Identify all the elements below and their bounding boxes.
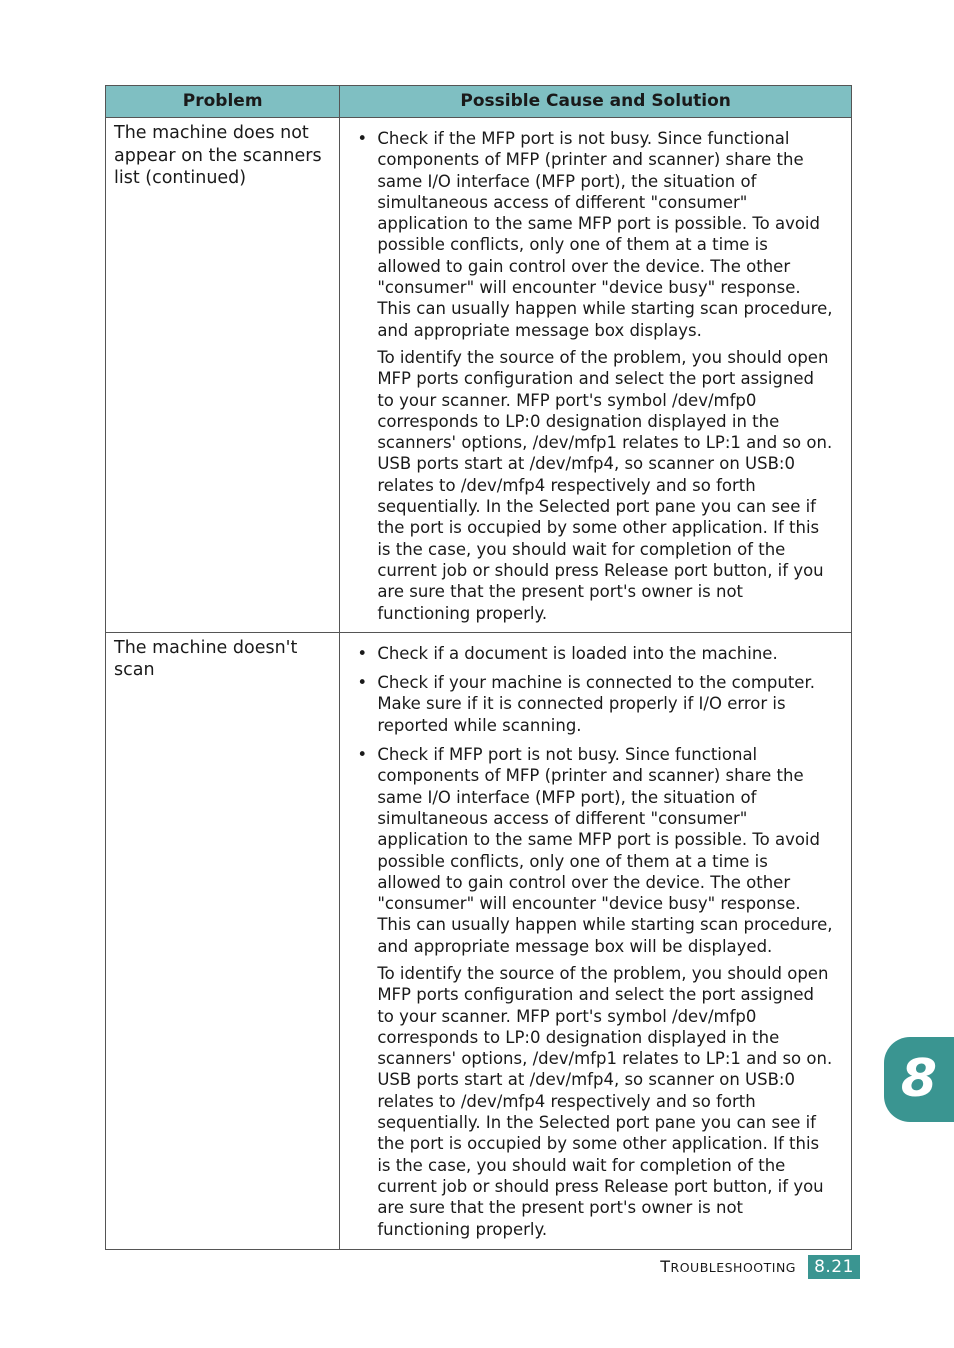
- chapter-tab: [884, 1037, 954, 1122]
- page-number: 8.21: [808, 1255, 860, 1279]
- table-header-row: [106, 86, 852, 118]
- solution-paragraph: To identify the source of the problem, you should open MFP ports configuration and select the port assigned to your scanner. MFP port's symbol /dev/mfp0 corresponds to LP:0 designation displayed in the scanners' options, /dev/mfp1 relates to LP:1 and so on. USB ports start at /dev/mfp4, so scanner on USB:0 relates to /dev/mfp4 respectively and so forth sequentially. In the Selected port pane you can see if the port is occupied by some other application. If this is the case, you should wait for completion of the current job or should press Release port button, if you are sure that the present port's owner is not functioning properly.: [377, 963, 833, 1239]
- table-row: [106, 632, 852, 1249]
- section-title-rest: ROUBLESHOOTING: [670, 1260, 796, 1275]
- bullet-icon: •: [357, 129, 368, 148]
- solution-paragraph: Check if a document is loaded into the machine.: [377, 643, 778, 663]
- bullet-icon: •: [357, 673, 368, 693]
- list-item: [355, 128, 833, 624]
- column-header-problem: Problem: [106, 86, 340, 118]
- list-item: [355, 643, 833, 664]
- solution-cell: [340, 118, 852, 633]
- solution-paragraph: Check if your machine is connected to the computer. Make sure if it is connected properly if I/O error is reported while scanning.: [377, 673, 815, 735]
- solution-paragraph: Check if the MFP port is not busy. Since functional components of MFP (printer and scanner) share the same I/O interface (MFP port), the situation of simultaneous access of different "consumer" application to the same MFP port is possible. To avoid possible conflicts, only one of them at a time is allowed to gain control over the device. The other "consumer" will encounter "device busy" response. This can usually happen while starting scan procedure, and appropriate message box displays.: [377, 129, 833, 340]
- section-title: [660, 1257, 796, 1276]
- column-header-solution: Possible Cause and Solution: [340, 86, 852, 118]
- troubleshooting-table: [105, 85, 852, 1250]
- problem-cell: The machine doesn't scan: [106, 632, 340, 1249]
- solution-paragraph: Check if MFP port is not busy. Since functional components of MFP (printer and scanner) share the same I/O interface (MFP port), the situation of simultaneous access of different "consumer" application to the same MFP port is possible. To avoid possible conflicts, only one of them at a time is allowed to gain control over the device. The other "consumer" will encounter "device busy" response. This can usually happen while starting scan procedure, and appropriate message box will be displayed.: [377, 745, 833, 956]
- solution-paragraph: To identify the source of the problem, you should open MFP ports configuration and select the port assigned to your scanner. MFP port's symbol /dev/mfp0 corresponds to LP:0 designation displayed in the scanners' options, /dev/mfp1 relates to LP:1 and so on. USB ports start at /dev/mfp4, so scanner on USB:0 relates to /dev/mfp4 respectively and so forth sequentially. In the Selected port pane you can see if the port is occupied by some other application. If this is the case, you should wait for completion of the current job or should press Release port button, if you are sure that the present port's owner is not functioning properly.: [377, 347, 833, 623]
- list-item: [355, 744, 833, 1240]
- list-item: [355, 672, 833, 736]
- solution-list: [355, 128, 833, 624]
- solution-cell: [340, 632, 852, 1249]
- section-title-initial: T: [660, 1257, 671, 1276]
- problem-cell: The machine does not appear on the scanners list (continued): [106, 118, 340, 633]
- bullet-icon: •: [357, 745, 368, 765]
- chapter-number: 8: [900, 1049, 938, 1109]
- solution-list: [355, 643, 833, 1240]
- bullet-icon: •: [357, 643, 368, 663]
- table-row: [106, 118, 852, 633]
